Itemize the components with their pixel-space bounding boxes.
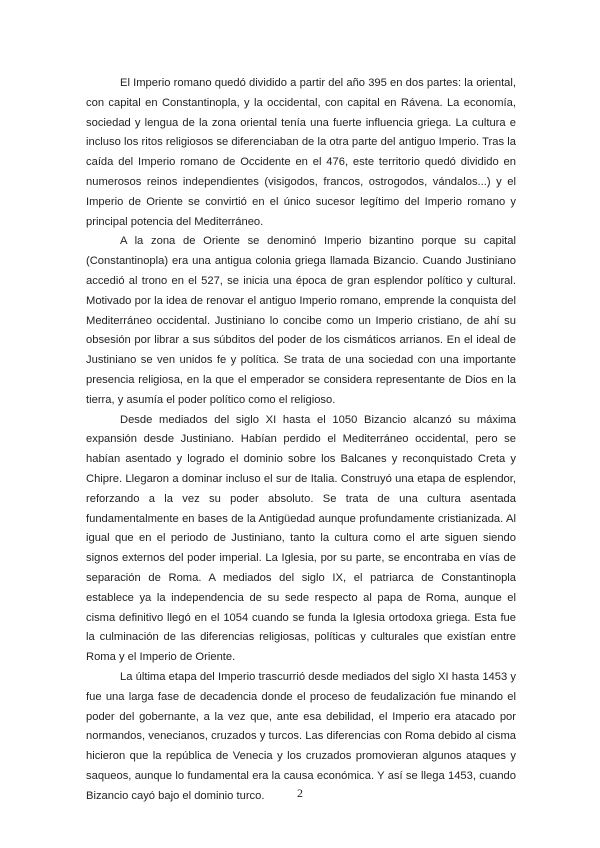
paragraph-4: La última etapa del Imperio trascurrió desde mediados del siglo XI hasta 1453 y fue una larga fase de decadencia donde el proceso de feudalización fue minando el poder del gobernante, a la vez que, ante esa debilidad, el Imperio era atacado por normandos, venecianos, cruzados y turcos. Las diferencias con Roma debido al cisma hicieron que la república de Venecia y los cruzados promovieran algunos ataques y saqueos, aunque lo fundamental era la causa económica. Y así se llega 1453, cuando Bizancio cayó bajo el dominio turco. — [86, 670, 516, 802]
page-number: 2 — [297, 786, 303, 800]
body-text — [86, 74, 516, 806]
paragraph-1: El Imperio romano quedó dividido a partir del año 395 en dos partes: la oriental, con capital en Constantinopla, y la occidental, con capital en Rávena. La economía, sociedad y lengua de la zona oriental tenía una fuerte influencia griega. La cultura e incluso los ritos religiosos se diferenciaban de la otra parte del antiguo Imperio. Tras la caída del Imperio romano de Occidente en el 476, este territorio quedó dividido en numerosos reinos independientes (visigodos, francos, ostrogodos, vándalos...) y el Imperio de Oriente se convirtió en el único sucesor legítimo del Imperio romano y principal potencia del Mediterráneo. — [86, 77, 516, 228]
paragraph-2: A la zona de Oriente se denominó Imperio bizantino porque su capital (Constantinopla) era una antigua colonia griega llamada Bizancio. Cuando Justiniano accedió al trono en el 527, se inicia una época de gran esplendor político y cultural. Motivado por la idea de renovar el antiguo Imperio romano, emprende la conquista del Mediterráneo occidental. Justiniano lo concibe como un Imperio cristiano, de ahí su obsesión por librar a sus súbditos del poder de los cismáticos arrianos. En el ideal de Justiniano se ven unidos fe y política. Se trata de una sociedad con una importante presencia religiosa, en la que el emperador se considera representante de Dios en la tierra, y asumía el poder político como el religioso. — [86, 235, 516, 406]
paragraph-3: Desde mediados del siglo XI hasta el 1050 Bizancio alcanzó su máxima expansión desde Justiniano. Habían perdido el Mediterráneo occidental, pero se habían asentado y logrado el dominio sobre los Balcanes y reconquistado Creta y Chipre. Llegaron a dominar incluso el sur de Italia. Construyó una etapa de esplendor, reforzando a la vez su poder absoluto. Se trata de una cultura asentada fundamentalmente en bases de la Antigüedad aunque profundamente cristianizada. Al igual que en el periodo de Justiniano, tanto la cultura como el arte siguen siendo signos externos del poder imperial. La Iglesia, por su parte, se encontraba en vías de separación de Roma. A mediados del siglo IX, el patriarca de Constantinopla establece ya la independencia de su sede respecto al papa de Roma, aunque el cisma definitivo llegó en el 1054 cuando se funda la Iglesia ortodoxa griega. Esta fue la culminación de las diferencias religiosas, políticas y culturales que existían entre Roma y el Imperio de Oriente. — [86, 413, 516, 664]
